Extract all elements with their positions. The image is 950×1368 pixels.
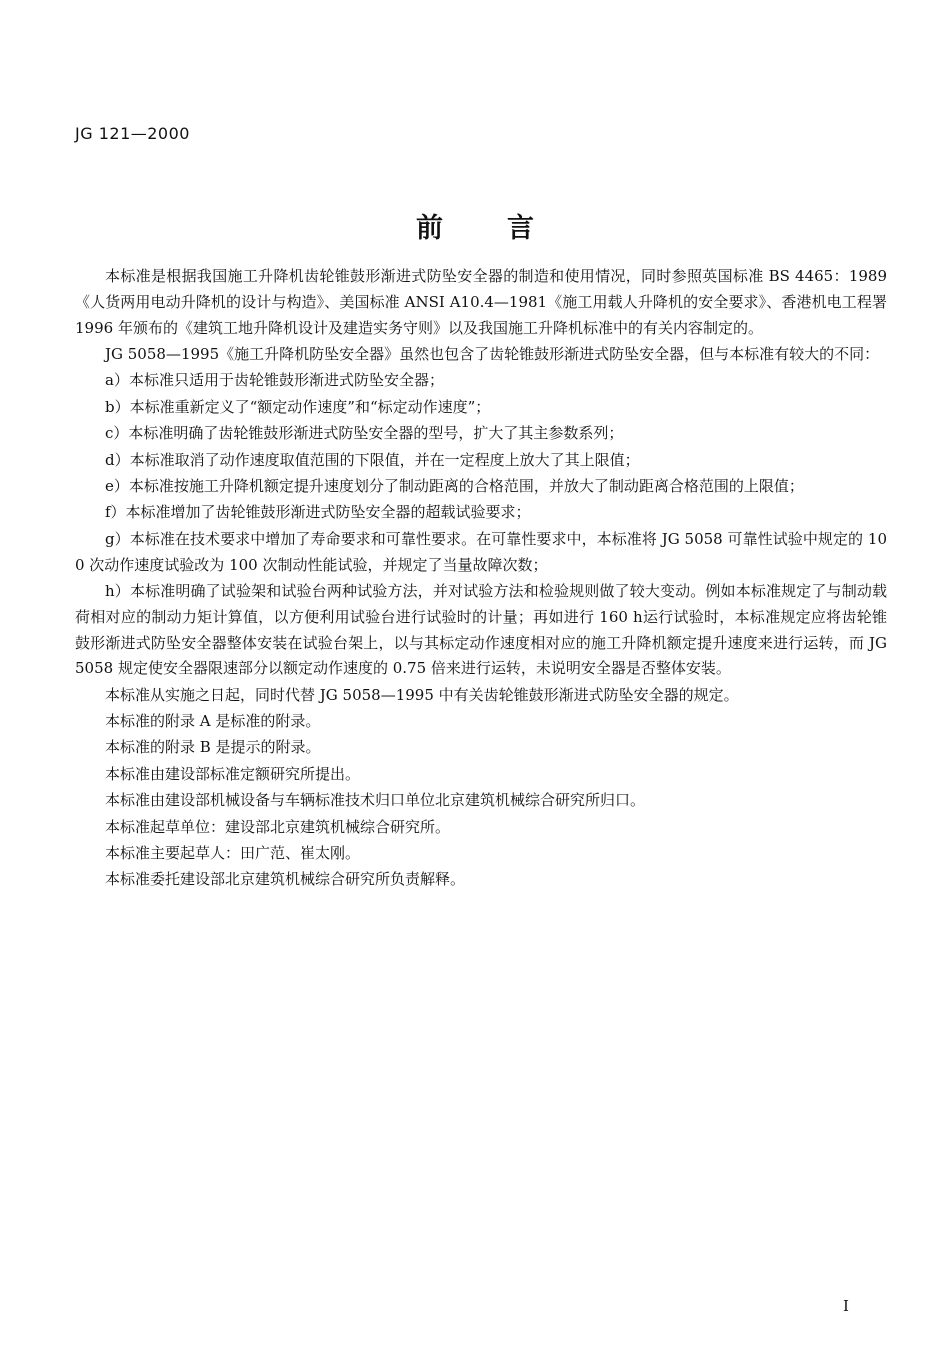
standard-code: JG 121—2000	[75, 124, 190, 143]
paragraph-comparison: JG 5058—1995《施工升降机防坠安全器》虽然也包含了齿轮锥鼓形渐进式防坠安全器，但与本标准有较大的不同：	[105, 344, 880, 363]
foreword-body	[75, 264, 887, 894]
paragraph-intro: 本标准是根据我国施工升降机齿轮锥鼓形渐进式防坠安全器的制造和使用情况，同时参照英国标准 BS 4465：1989《人货两用电动升降机的设计与构造》、美国标准 ANSI A10.4—1981《施工用载人升降机的安全要求》、香港机电工程署 1996 年颁布的《建筑工地升降机设计及建造实务守则》以及我国施工升降机标准中的有关内容制定的。	[75, 267, 887, 337]
list-item-c: c）本标准明确了齿轮锥鼓形渐进式防坠安全器的型号，扩大了其主参数系列；	[105, 424, 624, 443]
list-item-h: h）本标准明确了试验架和试验台两种试验方法，并对试验方法和检验规则做了较大变动。例如本标准规定了与制动载荷相对应的制动力矩计算值，以方便利用试验台进行试验时的计量；再如进行 160 h运行试验时，本标准规定应将齿轮锥鼓形渐进式防坠安全器整体安装在试验台架上，以与其标定动作速度相对应的施工升降机额定提升速度来进行运转，而 JG 5058 规定使安全器限速部分以额定动作速度的 0.75 倍来进行运转，未说明安全器是否整体安装。	[75, 581, 887, 678]
list-item-d: d）本标准取消了动作速度取值范围的下限值，并在一定程度上放大了其上限值；	[105, 450, 640, 469]
paragraph-interpretation: 本标准委托建设部北京建筑机械综合研究所负责解释。	[105, 870, 466, 889]
list-item-e: e）本标准按施工升降机额定提升速度划分了制动距离的合格范围，并放大了制动距离合格范围的上限值；	[105, 476, 804, 495]
page-title: 前言	[416, 213, 598, 244]
paragraph-drafting-unit: 本标准起草单位：建设部北京建筑机械综合研究所。	[105, 817, 451, 836]
paragraph-replacement: 本标准从实施之日起，同时代替 JG 5058—1995 中有关齿轮锥鼓形渐进式防坠安全器的规定。	[105, 685, 739, 704]
paragraph-appendix-b: 本标准的附录 B 是提示的附录。	[105, 738, 321, 757]
paragraph-appendix-a: 本标准的附录 A 是标准的附录。	[105, 712, 321, 731]
list-item-f: f）本标准增加了齿轮锥鼓形渐进式防坠安全器的超载试验要求；	[105, 503, 531, 522]
paragraph-proposer: 本标准由建设部标准定额研究所提出。	[105, 764, 361, 783]
paragraph-administrator: 本标准由建设部机械设备与车辆标准技术归口单位北京建筑机械综合研究所归口。	[105, 791, 646, 810]
list-item-a: a）本标准只适用于齿轮锥鼓形渐进式防坠安全器；	[105, 371, 444, 390]
paragraph-drafters: 本标准主要起草人：田广范、崔太刚。	[105, 844, 361, 863]
list-item-b: b）本标准重新定义了“额定动作速度”和“标定动作速度”；	[105, 397, 491, 416]
list-item-g: g）本标准在技术要求中增加了寿命要求和可靠性要求。在可靠性要求中，本标准将 JG 5058 可靠性试验中规定的 100 次动作速度试验改为 100 次制动性能试验，并规定了当量故障次数；	[75, 529, 887, 574]
page-number: I	[843, 1297, 849, 1315]
